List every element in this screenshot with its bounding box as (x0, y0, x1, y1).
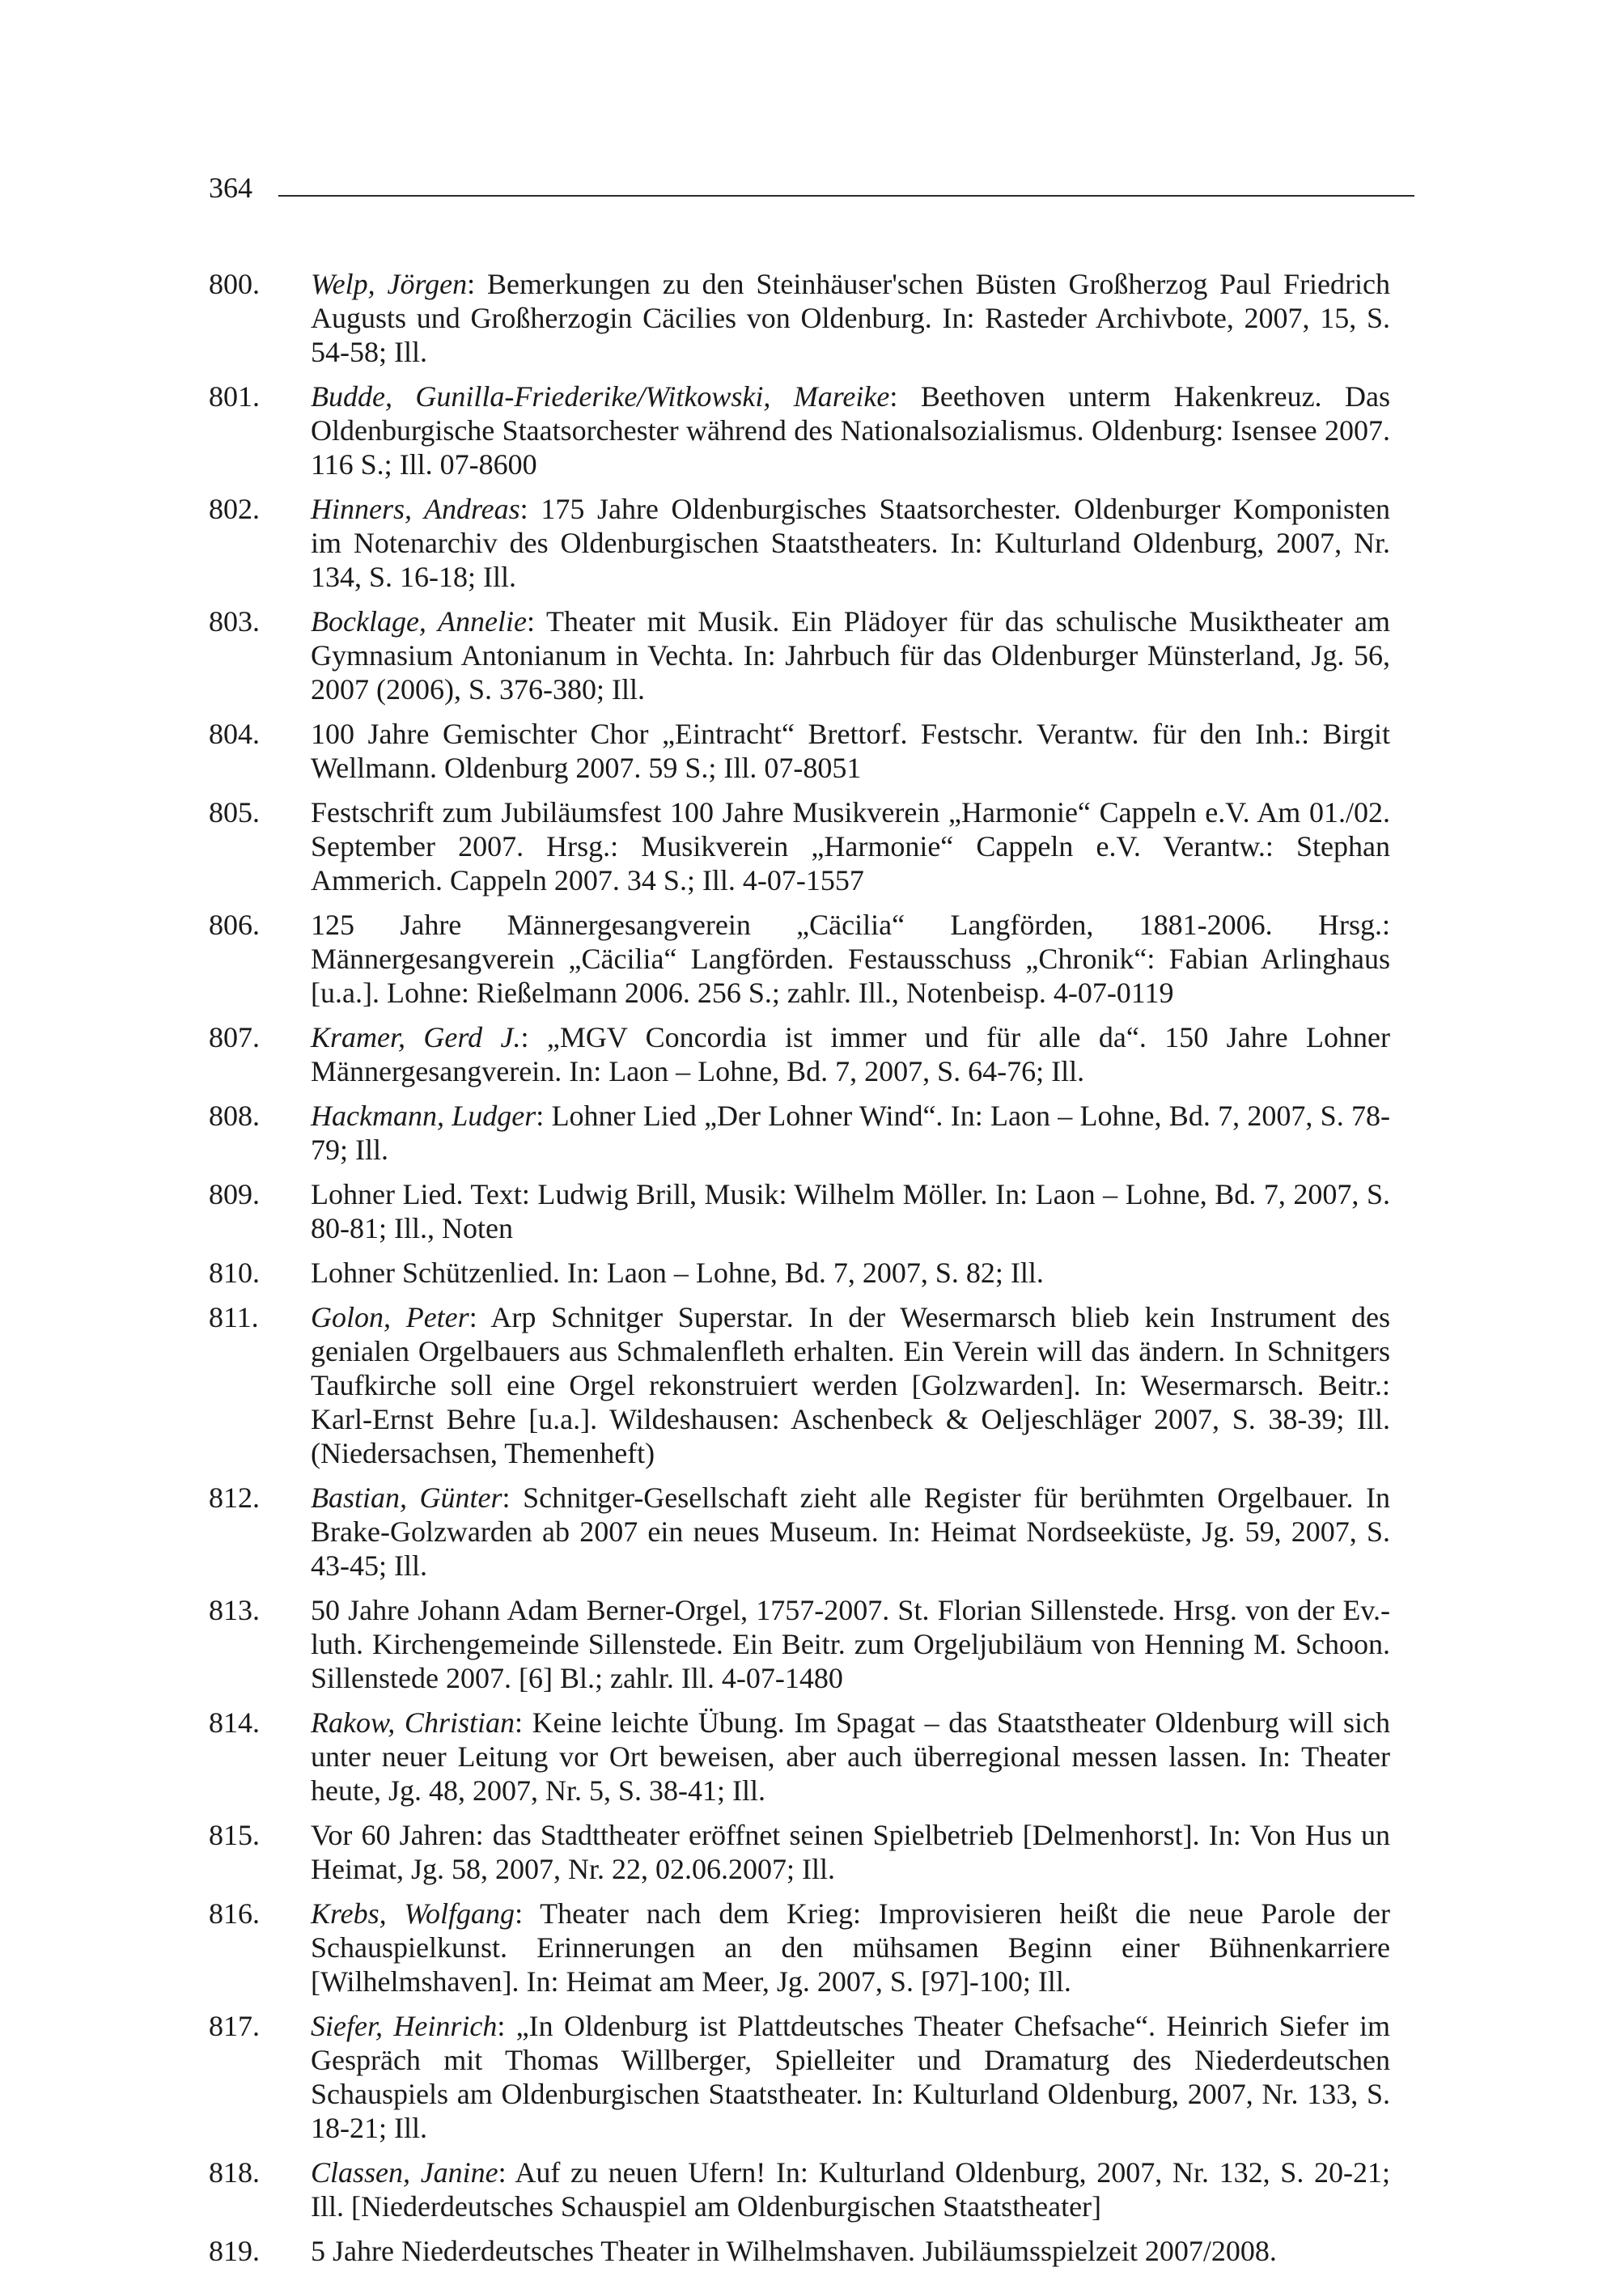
bibliography-entry: 808. Hackmann, Ludger: Lohner Lied „Der Lohner Wind“. In: Laon – Lohne, Bd. 7, 2007, S. 78-79; Ill. (209, 1100, 1390, 1166)
entry-number: 801. (209, 380, 260, 413)
entry-number: 807. (209, 1021, 260, 1053)
entry-author: Bastian, Günter (311, 1481, 502, 1514)
entry-author: Hackmann, Ludger (311, 1100, 536, 1132)
header-rule (278, 195, 1414, 197)
page-number: 364 (209, 172, 252, 204)
entry-number: 805. (209, 796, 260, 829)
entry-number: 808. (209, 1100, 260, 1132)
entry-number: 813. (209, 1594, 260, 1626)
entry-number: 803. (209, 605, 260, 638)
bibliography-entry: 817. Siefer, Heinrich: „In Oldenburg ist Plattdeutsches Theater Chefsache“. Heinrich Siefer im Gespräch mit Thomas Willberger, Spielleiter und Dramaturg des Niederdeutschen Schauspiels am Oldenburgischen Staatstheater. In: Kulturland Oldenburg, 2007, Nr. 133, S. 18-21; Ill. (209, 2010, 1390, 2144)
entry-author: Classen, Janine (311, 2156, 498, 2189)
entry-author: Siefer, Heinrich (311, 2010, 498, 2042)
bibliography-entry (209, 717, 1390, 785)
entry-author: Budde, Gunilla-Friederike/Witkowski, Mareike (311, 380, 890, 413)
entry-number: 806. (209, 909, 260, 941)
bibliography-entry (209, 1818, 1390, 1886)
entry-number: 800. (209, 268, 260, 300)
entry-number: 810. (209, 1257, 260, 1289)
entry-number: 818. (209, 2156, 260, 2189)
entry-text: Lohner Lied. Text: Ludwig Brill, Musik: Wilhelm Möller. In: Laon – Lohne, Bd. 7, 2007, S. 80-81; Ill., Noten (311, 1178, 1390, 1244)
entry-number: 804. (209, 718, 260, 750)
entry-text: 5 Jahre Niederdeutsches Theater in Wilhelmshaven. Jubiläumsspielzeit 2007/2008. (311, 2235, 1277, 2267)
entry-number: 809. (209, 1178, 260, 1210)
bibliography-entry: 811. Golon, Peter: Arp Schnitger Superstar. In der Wesermarsch blieb kein Instrument des genialen Orgelbauers aus Schmalenfleth erhalten. Ein Verein will das ändern. In Schnitgers Taufkirche soll eine Orgel rekonstruiert werden [Golzwarden]. In: Wesermarsch. Beitr.: Karl-Ernst Behre [u.a.]. Wildeshausen: Aschenbeck & Oeljeschläger 2007, S. 38-39; Ill. (Niedersachsen, Themenheft) (209, 1301, 1391, 1469)
entry-text: 125 Jahre Männergesangverein „Cäcilia“ Langförden, 1881-2006. Hrsg.: Männergesangverein „Cäcilia“ Langförden. Festausschuss „Chronik“: Fabian Arlinghaus [u.a.]. Lohne: Rießelmann 2006. 256 S.; zahlr. Ill., Notenbeisp. 4-07-0119 (311, 909, 1390, 1009)
bibliography-entry (209, 1177, 1390, 1245)
entry-text: Theater mit Musik. Ein Plädoyer für das schulische Musiktheater am Gymnasium Antonianum in Vechta. In: Jahrbuch für das Oldenburger Münsterland, Jg. 56, 2007 (2006), S. 376-380; Ill. (311, 605, 1390, 706)
entry-author: Krebs, Wolfgang (311, 1897, 515, 1930)
entry-text: Auf zu neuen Ufern! In: Kulturland Oldenburg, 2007, Nr. 132, S. 20-21; Ill. [Niederdeutsches Schauspiel am Oldenburgischen Staatstheater] (311, 2156, 1390, 2223)
entry-text: Keine leichte Übung. Im Spagat – das Staatstheater Oldenburg will sich unter neuer Leitung vor Ort beweisen, aber auch überregional messen lassen. In: Theater heute, Jg. 48, 2007, Nr. 5, S. 38-41; Ill. (311, 1706, 1390, 1807)
entry-number: 802. (209, 493, 260, 525)
entry-number: 812. (209, 1481, 260, 1514)
entry-text: 50 Jahre Johann Adam Berner-Orgel, 1757-2007. St. Florian Sillenstede. Hrsg. von der Ev.-luth. Kirchengemeinde Sillenstede. Ein Beitr. zum Orgeljubiläum von Henning M. Schoon. Sillenstede 2007. [6] Bl.; zahlr. Ill. 4-07-1480 (311, 1594, 1390, 1694)
bibliography-entry: 818. Classen, Janine: Auf zu neuen Ufern! In: Kulturland Oldenburg, 2007, Nr. 132, S. 20-21; Ill. [Niederdeutsches Schauspiel am Oldenburgischen Staatstheater] (209, 2156, 1390, 2223)
entry-number: 811. (209, 1301, 259, 1333)
bibliography-entry: 816. Krebs, Wolfgang: Theater nach dem Krieg: Improvisieren heißt die neue Parole der Schauspielkunst. Erinnerungen an den mühsamen Beginn einer Bühnenkarriere [Wilhelmshaven]. In: Heimat am Meer, Jg. 2007, S. [97]-100; Ill. (209, 1897, 1390, 1998)
entry-number: 816. (209, 1897, 260, 1930)
bibliography-entry (209, 2234, 1390, 2268)
entry-text: Vor 60 Jahren: das Stadttheater eröffnet seinen Spielbetrieb [Delmenhorst]. In: Von Hus un Heimat, Jg. 58, 2007, Nr. 22, 02.06.2007; Ill. (311, 1819, 1390, 1885)
bibliography-entry: 802. Hinners, Andreas: 175 Jahre Oldenburgisches Staatsorchester. Oldenburger Komponisten im Notenarchiv des Oldenburgischen Staatstheaters. In: Kulturland Oldenburg, 2007, Nr. 134, S. 16-18; Ill. (209, 493, 1390, 593)
entry-number: 814. (209, 1706, 260, 1739)
page-header (209, 168, 1414, 207)
entry-text: Beethoven unterm Hakenkreuz. Das Oldenburgische Staatsorchester während des Nationalsozialismus. Oldenburg: Isensee 2007. 116 S.; Ill. 07-8600 (311, 380, 1390, 481)
bibliography-entry (209, 1593, 1390, 1695)
entry-author: Welp, Jörgen (311, 268, 468, 300)
entry-text: Lohner Schützenlied. In: Laon – Lohne, Bd. 7, 2007, S. 82; Ill. (311, 1257, 1044, 1289)
entry-author: Golon, Peter (311, 1301, 469, 1333)
bibliography-entry: 803. Bocklage, Annelie: Theater mit Musik. Ein Plädoyer für das schulische Musiktheater am Gymnasium Antonianum in Vechta. In: Jahrbuch für das Oldenburger Münsterland, Jg. 56, 2007 (2006), S. 376-380; Ill. (209, 605, 1390, 706)
entry-author: Kramer, Gerd J. (311, 1021, 521, 1053)
entry-text: Theater nach dem Krieg: Improvisieren heißt die neue Parole der Schauspielkunst. Erinnerungen an den mühsamen Beginn einer Bühnenkarriere [Wilhelmshaven]. In: Heimat am Meer, Jg. 2007, S. [97]-100; Ill. (311, 1897, 1390, 1998)
entry-text: „In Oldenburg ist Plattdeutsches Theater Chefsache“. Heinrich Siefer im Gespräch mit Thomas Willberger, Spielleiter und Dramaturg des Niederdeutschen Schauspiels am Oldenburgischen Staatstheater. In: Kulturland Oldenburg, 2007, Nr. 133, S. 18-21; Ill. (311, 2010, 1390, 2144)
bibliography-list (209, 267, 1390, 2278)
entry-text: Festschrift zum Jubiläumsfest 100 Jahre Musikverein „Harmonie“ Cappeln e.V. Am 01./02. September 2007. Hrsg.: Musikverein „Harmonie“ Cappeln e.V. Verantw.: Stephan Ammerich. Cappeln 2007. 34 S.; Ill. 4-07-1557 (311, 796, 1390, 896)
bibliography-entry (209, 1256, 1390, 1290)
entry-author: Hinners, Andreas (311, 493, 520, 525)
bibliography-entry: 814. Rakow, Christian: Keine leichte Übung. Im Spagat – das Staatstheater Oldenburg will sich unter neuer Leitung vor Ort beweisen, aber auch überregional messen lassen. In: Theater heute, Jg. 48, 2007, Nr. 5, S. 38-41; Ill. (209, 1706, 1390, 1807)
bibliography-entry (209, 795, 1390, 897)
bibliography-entry: 812. Bastian, Günter: Schnitger-Gesellschaft zieht alle Register für berühmten Orgelbauer. In Brake-Golzwarden ab 2007 ein neues Museum. In: Heimat Nordseeküste, Jg. 59, 2007, S. 43-45; Ill. (209, 1481, 1390, 1582)
bibliography-entry: 807. Kramer, Gerd J.: „MGV Concordia ist immer und für alle da“. 150 Jahre Lohner Männergesangverein. In: Laon – Lohne, Bd. 7, 2007, S. 64-76; Ill. (209, 1021, 1390, 1087)
entry-text: Lohner Lied „Der Lohner Wind“. In: Laon – Lohne, Bd. 7, 2007, S. 78-79; Ill. (311, 1100, 1390, 1166)
bibliography-entry (209, 908, 1390, 1010)
entry-text: Schnitger-Gesellschaft zieht alle Register für berühmten Orgelbauer. In Brake-Golzwarden ab 2007 ein neues Museum. In: Heimat Nordseeküste, Jg. 59, 2007, S. 43-45; Ill. (311, 1481, 1390, 1582)
bibliography-entry: 801. Budde, Gunilla-Friederike/Witkowski, Mareike: Beethoven unterm Hakenkreuz. Das Oldenburgische Staatsorchester während des Nationalsozialismus. Oldenburg: Isensee 2007. 116 S.; Ill. 07-8600 (209, 380, 1390, 481)
entry-text: Arp Schnitger Superstar. In der Wesermarsch blieb kein Instrument des genialen Orgelbauers aus Schmalenfleth erhalten. Ein Verein will das ändern. In Schnitgers Taufkirche soll eine Orgel rekonstruiert werden [Golzwarden]. In: Wesermarsch. Beitr.: Karl-Ernst Behre [u.a.]. Wildeshausen: Aschenbeck & Oeljeschläger 2007, S. 38-39; Ill. (Niedersachsen, Themenheft) (311, 1301, 1391, 1469)
entry-author: Bocklage, Annelie (311, 605, 527, 638)
entry-number: 815. (209, 1819, 260, 1851)
entry-text: „MGV Concordia ist immer und für alle da“. 150 Jahre Lohner Männergesangverein. In: Laon – Lohne, Bd. 7, 2007, S. 64-76; Ill. (311, 1021, 1390, 1087)
entry-number: 819. (209, 2235, 260, 2267)
bibliography-entry: 800. Welp, Jörgen: Bemerkungen zu den Steinhäuser'schen Büsten Großherzog Paul Friedrich Augusts und Großherzogin Cäcilies von Oldenburg. In: Rasteder Archivbote, 2007, 15, S. 54-58; Ill. (209, 268, 1391, 368)
entry-text: 100 Jahre Gemischter Chor „Eintracht“ Brettorf. Festschr. Verantw. für den Inh.: Birgit Wellmann. Oldenburg 2007. 59 S.; Ill. 07-8051 (311, 718, 1390, 784)
entry-text: 175 Jahre Oldenburgisches Staatsorchester. Oldenburger Komponisten im Notenarchiv des Oldenburgischen Staatstheaters. In: Kulturland Oldenburg, 2007, Nr. 134, S. 16-18; Ill. (311, 493, 1390, 593)
entry-number: 817. (209, 2010, 260, 2042)
entry-text: Bemerkungen zu den Steinhäuser'schen Büsten Großherzog Paul Friedrich Augusts und Großherzogin Cäcilies von Oldenburg. In: Rasteder Archivbote, 2007, 15, S. 54-58; Ill. (311, 268, 1391, 368)
entry-author: Rakow, Christian (311, 1706, 515, 1739)
